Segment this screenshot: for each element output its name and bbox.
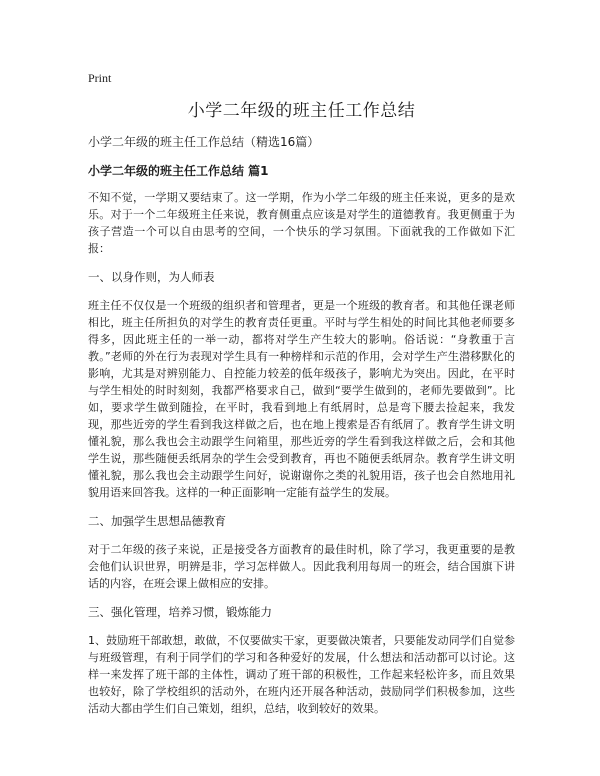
paragraph-management: 1、鼓励班干部敢想，敢做，不仅要做实干家，更要做决策者，只要能发动同学们自觉参与班级管理，有利于同学们的学习和各种爱好的发展，什么想法和活动都可以讨论。这样一来发挥了班干部的主体性，调动了班干部的积极性，工作起来轻松许多，而且效果也较好，除了学校组织的活动外，在班内还开展各种活动，鼓励同学们积极参加，这些活动大都由学生们自己策划，组织，总结，收到较好的效果。 xyxy=(88,634,515,715)
heading-moral-education: 二、加强学生思想品德教育 xyxy=(88,514,226,528)
document-title: 小学二年级的班主任工作总结 xyxy=(187,101,416,121)
paragraph-lead-by-example: 班主任不仅仅是一个班级的组织者和管理者，更是一个班级的教育者。和其他任课老师相比，班主任所担负的对学生的教育责任更重。平时与学生相处的时间比其他老师要多得多，因此班主任的一举一动，都将对学生产生较大的影响。俗话说：“身教重于言教。”老师的外在行为表现对学生具有一种榜样和示范的作用，会对学生产生潜移默化的影响，尤其是对辨别能力、自控能力较差的低年级孩子，影响尤为突出。因此，在平时与学生相处的时时刻刻，我都严格要求自己，做到“要学生做到的，老师先要做到”。比如，要求学生做到随捡，在平时，我看到地上有纸屑时，总是弯下腰去捡起来，我发现，那些近旁的学生看到我这样做之后，也在地上搜索是否有纸屑了。教育学生讲文明懂礼貌，那么我也会主动跟学生问箱里，那些近旁的学生看到我这样做之后，会和其他学生说，那些随便丢纸屑杂的学生会受到教育，再也不随便丢纸屑杂。教育学生讲文明懂礼貌，那么我也会主动跟学生问好，说谢谢你之类的礼貌用语，孩子也会自然地用礼貌用语来回答我。这样的一种正面影响一定能有益学生的发展。 xyxy=(88,299,515,499)
heading-lead-by-example: 一、以身作则，为人师表 xyxy=(88,270,215,284)
document-subtitle: 小学二年级的班主任工作总结（精选16篇） xyxy=(88,135,320,149)
section-title: 小学二年级的班主任工作总结 篇1 xyxy=(88,164,269,178)
paragraph-moral-education: 对于二年级的孩子来说，正是接受各方面教育的最佳时机，除了学习，我更重要的是教会他们认识世界，明辨是非，学习怎样做人。因此我利用每周一的班会，结合国旗下讲话的内容，在班会课上做相应的安排。 xyxy=(88,543,515,590)
intro-paragraph: 不知不觉，一学期又要结束了。这一学期，作为小学二年级的班主任来说，更多的是欢乐。对于一个二年级班主任来说，教育侧重点应该是对学生的道德教育。我更侧重于为孩子营造一个可以自由思考的空间，一个快乐的学习氛围。下面就我的工作做如下汇报： xyxy=(88,191,515,255)
print-label[interactable]: Print xyxy=(88,71,112,85)
heading-management: 三、强化管理，培养习惯，锻炼能力 xyxy=(88,605,272,619)
